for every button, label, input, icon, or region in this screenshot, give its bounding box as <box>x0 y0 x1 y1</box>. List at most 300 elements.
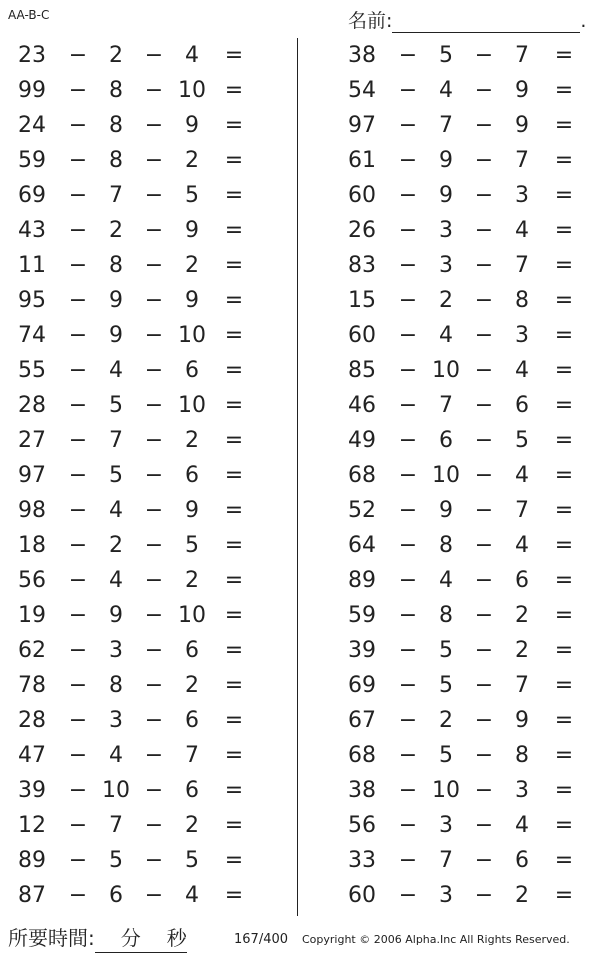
subtrahend-1: 5 <box>439 43 453 68</box>
footer <box>0 922 600 952</box>
minus-sign: − <box>144 113 164 138</box>
subtrahend-1: 2 <box>109 533 123 558</box>
minus-sign: − <box>398 428 418 453</box>
subtrahend-2: 10 <box>178 323 206 348</box>
minuend: 61 <box>348 148 376 173</box>
subtrahend-1: 10 <box>102 778 130 803</box>
minus-sign: − <box>144 778 164 803</box>
minuend: 43 <box>18 218 46 243</box>
minus-sign: − <box>474 743 494 768</box>
minus-sign: − <box>68 218 88 243</box>
subtrahend-2: 5 <box>185 533 199 558</box>
minuend: 11 <box>18 253 46 278</box>
copyright: Copyright © 2006 Alpha.Inc All Rights Reserved. <box>302 933 570 946</box>
subtrahend-2: 7 <box>515 498 529 523</box>
subtrahend-1: 9 <box>439 498 453 523</box>
subtrahend-1: 7 <box>439 848 453 873</box>
minus-sign: − <box>68 323 88 348</box>
subtrahend-1: 3 <box>439 813 453 838</box>
minus-sign: − <box>144 743 164 768</box>
subtrahend-1: 9 <box>439 148 453 173</box>
equals-sign: = <box>224 253 244 278</box>
subtrahend-2: 6 <box>515 848 529 873</box>
subtrahend-2: 6 <box>185 778 199 803</box>
minus-sign: − <box>474 253 494 278</box>
subtrahend-2: 10 <box>178 393 206 418</box>
minus-sign: − <box>474 148 494 173</box>
minuend: 95 <box>18 288 46 313</box>
minuend: 60 <box>348 323 376 348</box>
column-divider <box>297 38 298 916</box>
subtrahend-2: 10 <box>178 603 206 628</box>
minuend: 24 <box>18 113 46 138</box>
equals-sign: = <box>224 323 244 348</box>
time-taken <box>8 922 187 953</box>
minus-sign: − <box>144 43 164 68</box>
minus-sign: − <box>398 148 418 173</box>
subtrahend-1: 4 <box>439 323 453 348</box>
minuend: 19 <box>18 603 46 628</box>
equals-sign: = <box>224 883 244 908</box>
subtrahend-1: 5 <box>109 848 123 873</box>
subtrahend-2: 7 <box>185 743 199 768</box>
minus-sign: − <box>144 253 164 278</box>
time-blank-line <box>95 922 187 953</box>
subtrahend-1: 7 <box>109 813 123 838</box>
subtrahend-2: 5 <box>185 848 199 873</box>
minus-sign: − <box>474 323 494 348</box>
minus-sign: − <box>144 498 164 523</box>
minus-sign: − <box>144 148 164 173</box>
equals-sign: = <box>554 883 574 908</box>
subtrahend-1: 2 <box>109 218 123 243</box>
subtrahend-1: 8 <box>439 533 453 558</box>
minus-sign: − <box>398 883 418 908</box>
subtrahend-1: 4 <box>109 743 123 768</box>
minuend: 46 <box>348 393 376 418</box>
page-number: 167/400 <box>234 932 289 947</box>
minuend: 68 <box>348 463 376 488</box>
minuend: 27 <box>18 428 46 453</box>
minus-sign: − <box>144 673 164 698</box>
equals-sign: = <box>224 183 244 208</box>
subtrahend-1: 3 <box>439 883 453 908</box>
minus-sign: − <box>474 358 494 383</box>
minus-sign: − <box>144 883 164 908</box>
subtrahend-1: 10 <box>432 358 460 383</box>
equals-sign: = <box>554 603 574 628</box>
minuend: 54 <box>348 78 376 103</box>
minus-sign: − <box>474 113 494 138</box>
subtrahend-2: 4 <box>515 813 529 838</box>
minus-sign: − <box>68 43 88 68</box>
equals-sign: = <box>554 638 574 663</box>
minuend: 97 <box>18 463 46 488</box>
equals-sign: = <box>224 428 244 453</box>
equals-sign: = <box>554 78 574 103</box>
equals-sign: = <box>224 288 244 313</box>
subtrahend-2: 4 <box>515 218 529 243</box>
subtrahend-2: 2 <box>515 638 529 663</box>
subtrahend-2: 2 <box>515 603 529 628</box>
minuend: 49 <box>348 428 376 453</box>
minus-sign: − <box>474 638 494 663</box>
subtrahend-1: 2 <box>439 288 453 313</box>
minuend: 28 <box>18 708 46 733</box>
equals-sign: = <box>554 43 574 68</box>
minus-sign: − <box>68 498 88 523</box>
subtrahend-2: 6 <box>185 358 199 383</box>
subtrahend-1: 5 <box>439 673 453 698</box>
minutes-unit: 分 <box>120 926 141 950</box>
subtrahend-2: 4 <box>185 43 199 68</box>
minus-sign: − <box>68 708 88 733</box>
minus-sign: − <box>474 43 494 68</box>
minuend: 33 <box>348 848 376 873</box>
minus-sign: − <box>474 428 494 453</box>
subtrahend-2: 5 <box>515 428 529 453</box>
minus-sign: − <box>474 78 494 103</box>
subtrahend-2: 9 <box>185 498 199 523</box>
subtrahend-2: 3 <box>515 778 529 803</box>
minus-sign: − <box>144 603 164 628</box>
minus-sign: − <box>474 813 494 838</box>
subtrahend-2: 6 <box>185 708 199 733</box>
equals-sign: = <box>554 568 574 593</box>
minus-sign: − <box>144 183 164 208</box>
equals-sign: = <box>554 218 574 243</box>
minus-sign: − <box>68 253 88 278</box>
equals-sign: = <box>554 463 574 488</box>
subtrahend-2: 5 <box>185 183 199 208</box>
subtrahend-1: 9 <box>439 183 453 208</box>
subtrahend-2: 4 <box>185 883 199 908</box>
minuend: 38 <box>348 43 376 68</box>
minuend: 74 <box>18 323 46 348</box>
minus-sign: − <box>474 533 494 558</box>
minuend: 55 <box>18 358 46 383</box>
subtrahend-2: 8 <box>515 288 529 313</box>
minus-sign: − <box>398 568 418 593</box>
minus-sign: − <box>68 813 88 838</box>
subtrahend-1: 9 <box>109 288 123 313</box>
subtrahend-1: 3 <box>439 218 453 243</box>
equals-sign: = <box>224 778 244 803</box>
equals-sign: = <box>554 148 574 173</box>
minus-sign: − <box>474 778 494 803</box>
seconds-unit: 秒 <box>166 926 187 950</box>
minus-sign: − <box>398 393 418 418</box>
subtrahend-2: 6 <box>515 568 529 593</box>
minus-sign: − <box>68 463 88 488</box>
minuend: 52 <box>348 498 376 523</box>
minus-sign: − <box>398 463 418 488</box>
minuend: 56 <box>348 813 376 838</box>
minus-sign: − <box>474 393 494 418</box>
minuend: 47 <box>18 743 46 768</box>
minuend: 99 <box>18 78 46 103</box>
minus-sign: − <box>398 323 418 348</box>
subtrahend-1: 6 <box>109 883 123 908</box>
equals-sign: = <box>554 288 574 313</box>
equals-sign: = <box>224 533 244 558</box>
minus-sign: − <box>474 218 494 243</box>
minus-sign: − <box>398 533 418 558</box>
equals-sign: = <box>554 393 574 418</box>
subtrahend-1: 10 <box>432 463 460 488</box>
minuend: 68 <box>348 743 376 768</box>
subtrahend-1: 3 <box>109 638 123 663</box>
minus-sign: − <box>474 183 494 208</box>
minus-sign: − <box>68 183 88 208</box>
subtrahend-1: 7 <box>109 428 123 453</box>
subtrahend-2: 9 <box>515 78 529 103</box>
minus-sign: − <box>68 393 88 418</box>
equals-sign: = <box>554 533 574 558</box>
equals-sign: = <box>554 743 574 768</box>
equals-sign: = <box>554 813 574 838</box>
minus-sign: − <box>144 428 164 453</box>
minus-sign: − <box>398 813 418 838</box>
minus-sign: − <box>68 848 88 873</box>
minuend: 38 <box>348 778 376 803</box>
subtrahend-2: 2 <box>515 883 529 908</box>
equals-sign: = <box>224 568 244 593</box>
subtrahend-2: 9 <box>515 708 529 733</box>
minus-sign: − <box>474 288 494 313</box>
minus-sign: − <box>144 813 164 838</box>
equals-sign: = <box>224 638 244 663</box>
minus-sign: − <box>144 708 164 733</box>
minus-sign: − <box>398 638 418 663</box>
minuend: 69 <box>348 673 376 698</box>
subtrahend-1: 4 <box>109 498 123 523</box>
minus-sign: − <box>398 708 418 733</box>
minuend: 83 <box>348 253 376 278</box>
subtrahend-1: 3 <box>439 253 453 278</box>
subtrahend-1: 8 <box>109 148 123 173</box>
minuend: 23 <box>18 43 46 68</box>
subtrahend-1: 2 <box>109 43 123 68</box>
minus-sign: − <box>144 323 164 348</box>
minuend: 60 <box>348 183 376 208</box>
subtrahend-2: 3 <box>515 183 529 208</box>
minuend: 12 <box>18 813 46 838</box>
minuend: 98 <box>18 498 46 523</box>
equals-sign: = <box>224 498 244 523</box>
minus-sign: − <box>144 638 164 663</box>
equals-sign: = <box>224 148 244 173</box>
minus-sign: − <box>398 183 418 208</box>
minus-sign: − <box>398 778 418 803</box>
subtrahend-2: 9 <box>515 113 529 138</box>
subtrahend-1: 8 <box>109 78 123 103</box>
minus-sign: − <box>68 778 88 803</box>
subtrahend-1: 8 <box>109 113 123 138</box>
subtrahend-2: 7 <box>515 253 529 278</box>
equals-sign: = <box>554 428 574 453</box>
minus-sign: − <box>144 393 164 418</box>
equals-sign: = <box>224 78 244 103</box>
worksheet-code: AA-B-C <box>8 8 50 22</box>
minuend: 60 <box>348 883 376 908</box>
minus-sign: − <box>398 218 418 243</box>
name-field <box>348 6 586 33</box>
subtrahend-2: 9 <box>185 218 199 243</box>
subtrahend-1: 8 <box>109 673 123 698</box>
minuend: 78 <box>18 673 46 698</box>
subtrahend-2: 2 <box>185 253 199 278</box>
minuend: 39 <box>348 638 376 663</box>
minus-sign: − <box>474 708 494 733</box>
minuend: 87 <box>18 883 46 908</box>
minus-sign: − <box>68 883 88 908</box>
subtrahend-2: 7 <box>515 148 529 173</box>
equals-sign: = <box>554 358 574 383</box>
equals-sign: = <box>554 848 574 873</box>
minus-sign: − <box>398 848 418 873</box>
minuend: 62 <box>18 638 46 663</box>
minuend: 85 <box>348 358 376 383</box>
minus-sign: − <box>474 673 494 698</box>
minuend: 59 <box>348 603 376 628</box>
subtrahend-2: 10 <box>178 78 206 103</box>
equals-sign: = <box>224 393 244 418</box>
subtrahend-2: 2 <box>185 148 199 173</box>
equals-sign: = <box>554 183 574 208</box>
minus-sign: − <box>398 743 418 768</box>
minus-sign: − <box>68 288 88 313</box>
minuend: 97 <box>348 113 376 138</box>
subtrahend-1: 9 <box>109 323 123 348</box>
minuend: 18 <box>18 533 46 558</box>
minuend: 89 <box>18 848 46 873</box>
minus-sign: − <box>474 568 494 593</box>
subtrahend-1: 4 <box>109 358 123 383</box>
equals-sign: = <box>224 743 244 768</box>
subtrahend-2: 2 <box>185 813 199 838</box>
subtrahend-2: 2 <box>185 673 199 698</box>
subtrahend-2: 2 <box>185 428 199 453</box>
subtrahend-1: 10 <box>432 778 460 803</box>
subtrahend-1: 3 <box>109 708 123 733</box>
subtrahend-2: 4 <box>515 463 529 488</box>
minus-sign: − <box>68 428 88 453</box>
minuend: 56 <box>18 568 46 593</box>
minuend: 67 <box>348 708 376 733</box>
minuend: 64 <box>348 533 376 558</box>
equals-sign: = <box>224 463 244 488</box>
subtrahend-2: 8 <box>515 743 529 768</box>
subtrahend-1: 4 <box>109 568 123 593</box>
minus-sign: − <box>398 253 418 278</box>
subtrahend-2: 6 <box>185 463 199 488</box>
minus-sign: − <box>144 848 164 873</box>
equals-sign: = <box>224 813 244 838</box>
minus-sign: − <box>398 603 418 628</box>
subtrahend-1: 9 <box>109 603 123 628</box>
subtrahend-1: 8 <box>109 253 123 278</box>
minus-sign: − <box>68 638 88 663</box>
equals-sign: = <box>224 603 244 628</box>
minuend: 28 <box>18 393 46 418</box>
minus-sign: − <box>68 148 88 173</box>
subtrahend-2: 6 <box>185 638 199 663</box>
minuend: 59 <box>18 148 46 173</box>
minus-sign: − <box>68 113 88 138</box>
minuend: 39 <box>18 778 46 803</box>
minus-sign: − <box>144 78 164 103</box>
minus-sign: − <box>68 603 88 628</box>
subtrahend-1: 5 <box>439 743 453 768</box>
subtrahend-2: 4 <box>515 533 529 558</box>
minus-sign: − <box>144 288 164 313</box>
minus-sign: − <box>144 358 164 383</box>
subtrahend-1: 4 <box>439 78 453 103</box>
equals-sign: = <box>224 848 244 873</box>
minus-sign: − <box>398 358 418 383</box>
minuend: 15 <box>348 288 376 313</box>
equals-sign: = <box>224 358 244 383</box>
subtrahend-1: 4 <box>439 568 453 593</box>
minus-sign: − <box>474 463 494 488</box>
time-label: 所要時間: <box>8 926 95 950</box>
subtrahend-2: 2 <box>185 568 199 593</box>
subtrahend-1: 5 <box>439 638 453 663</box>
name-blank-line <box>392 14 580 33</box>
equals-sign: = <box>554 498 574 523</box>
minus-sign: − <box>144 568 164 593</box>
equals-sign: = <box>554 778 574 803</box>
subtrahend-1: 7 <box>439 113 453 138</box>
minus-sign: − <box>144 463 164 488</box>
minus-sign: − <box>144 533 164 558</box>
equals-sign: = <box>224 113 244 138</box>
minus-sign: − <box>474 498 494 523</box>
subtrahend-1: 8 <box>439 603 453 628</box>
minus-sign: − <box>398 498 418 523</box>
subtrahend-2: 9 <box>185 113 199 138</box>
minuend: 26 <box>348 218 376 243</box>
minus-sign: − <box>474 883 494 908</box>
subtrahend-2: 7 <box>515 43 529 68</box>
equals-sign: = <box>224 43 244 68</box>
equals-sign: = <box>554 323 574 348</box>
subtrahend-1: 5 <box>109 393 123 418</box>
subtrahend-2: 4 <box>515 358 529 383</box>
equals-sign: = <box>554 673 574 698</box>
minus-sign: − <box>474 848 494 873</box>
subtrahend-2: 7 <box>515 673 529 698</box>
subtrahend-1: 6 <box>439 428 453 453</box>
minus-sign: − <box>68 568 88 593</box>
minuend: 69 <box>18 183 46 208</box>
minus-sign: − <box>68 743 88 768</box>
subtrahend-2: 3 <box>515 323 529 348</box>
minus-sign: − <box>144 218 164 243</box>
minuend: 89 <box>348 568 376 593</box>
subtrahend-1: 7 <box>109 183 123 208</box>
name-label: 名前: <box>348 10 393 32</box>
equals-sign: = <box>554 253 574 278</box>
minus-sign: − <box>398 113 418 138</box>
subtrahend-2: 9 <box>185 288 199 313</box>
subtrahend-1: 2 <box>439 708 453 733</box>
equals-sign: = <box>554 708 574 733</box>
equals-sign: = <box>224 708 244 733</box>
minus-sign: − <box>68 533 88 558</box>
subtrahend-1: 7 <box>439 393 453 418</box>
